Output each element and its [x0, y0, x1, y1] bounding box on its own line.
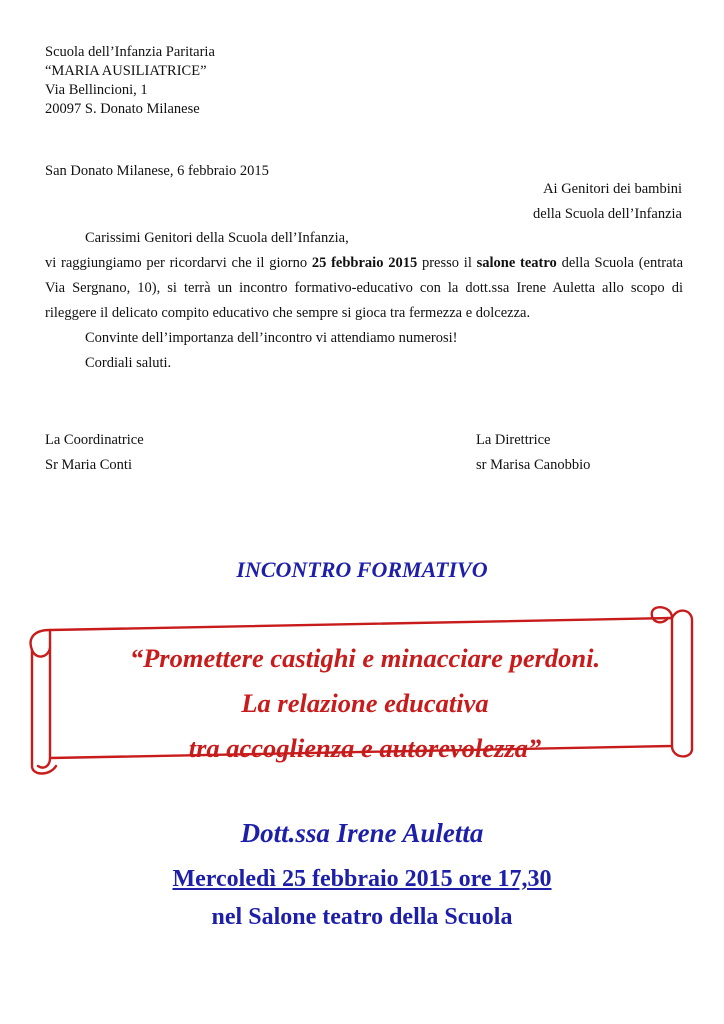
event-heading: INCONTRO FORMATIVO — [236, 557, 488, 582]
recipient-block — [533, 177, 682, 227]
event-speaker: Dott.ssa Irene Auletta — [240, 818, 484, 848]
letter-date: San Donato Milanese, 6 febbraio 2015 — [45, 163, 269, 179]
letter-paragraph — [45, 251, 683, 326]
p1-place: salone teatro — [476, 255, 557, 271]
closing-2: Cordiali saluti. — [85, 355, 172, 371]
quote-line-1: “Promettere castighi e minacciare perdoni. — [129, 643, 601, 673]
salutation: Carissimi Genitori della Scuola dell’Infanzia, — [85, 230, 349, 246]
closing-1: Convinte dell’importanza dell’incontro vi attendiamo numerosi! — [85, 330, 458, 346]
recipient-line-2: della Scuola dell’Infanzia — [533, 206, 682, 222]
quote-line-3: tra accoglienza e autorevolezza” — [188, 733, 542, 763]
signature-right-role: La Direttrice — [476, 432, 551, 448]
signature-right-name: sr Marisa Canobbio — [476, 457, 591, 473]
p1-date: 25 febbraio 2015 — [311, 255, 418, 271]
quote-line-2: La relazione educativa — [241, 688, 489, 718]
p1-text-b: presso il — [417, 255, 477, 271]
sender-street: Via Bellincioni, 1 — [45, 82, 148, 98]
recipient-line-1: Ai Genitori dei bambini — [543, 181, 682, 197]
signature-right — [476, 428, 590, 478]
sender-city: 20097 S. Donato Milanese — [45, 101, 200, 117]
sender-address — [45, 43, 215, 119]
sender-name: “MARIA AUSILIATRICE” — [45, 63, 207, 79]
event-datetime: Mercoledì 25 febbraio 2015 ore 17,30 — [172, 866, 552, 892]
signature-left-name: Sr Maria Conti — [45, 457, 132, 473]
event-place: nel Salone teatro della Scuola — [211, 904, 513, 930]
p1-text-c: della Scuola (entrata Via Sergnano, 10), si terrà un incontro formativo-educativo con la dott.ssa Irene Auletta allo scopo di rileggere il delicato compito educativo che sempre si gioca tra fermezza e dolcezza. — [45, 255, 684, 321]
p1-text-a: vi raggiungiamo per ricordarvi che il giorno — [45, 255, 312, 271]
sender-school: Scuola dell’Infanzia Paritaria — [45, 44, 215, 60]
signature-left — [45, 428, 144, 478]
signature-left-role: La Coordinatrice — [45, 432, 144, 448]
letter-body — [45, 226, 683, 376]
event-quote — [40, 636, 690, 771]
